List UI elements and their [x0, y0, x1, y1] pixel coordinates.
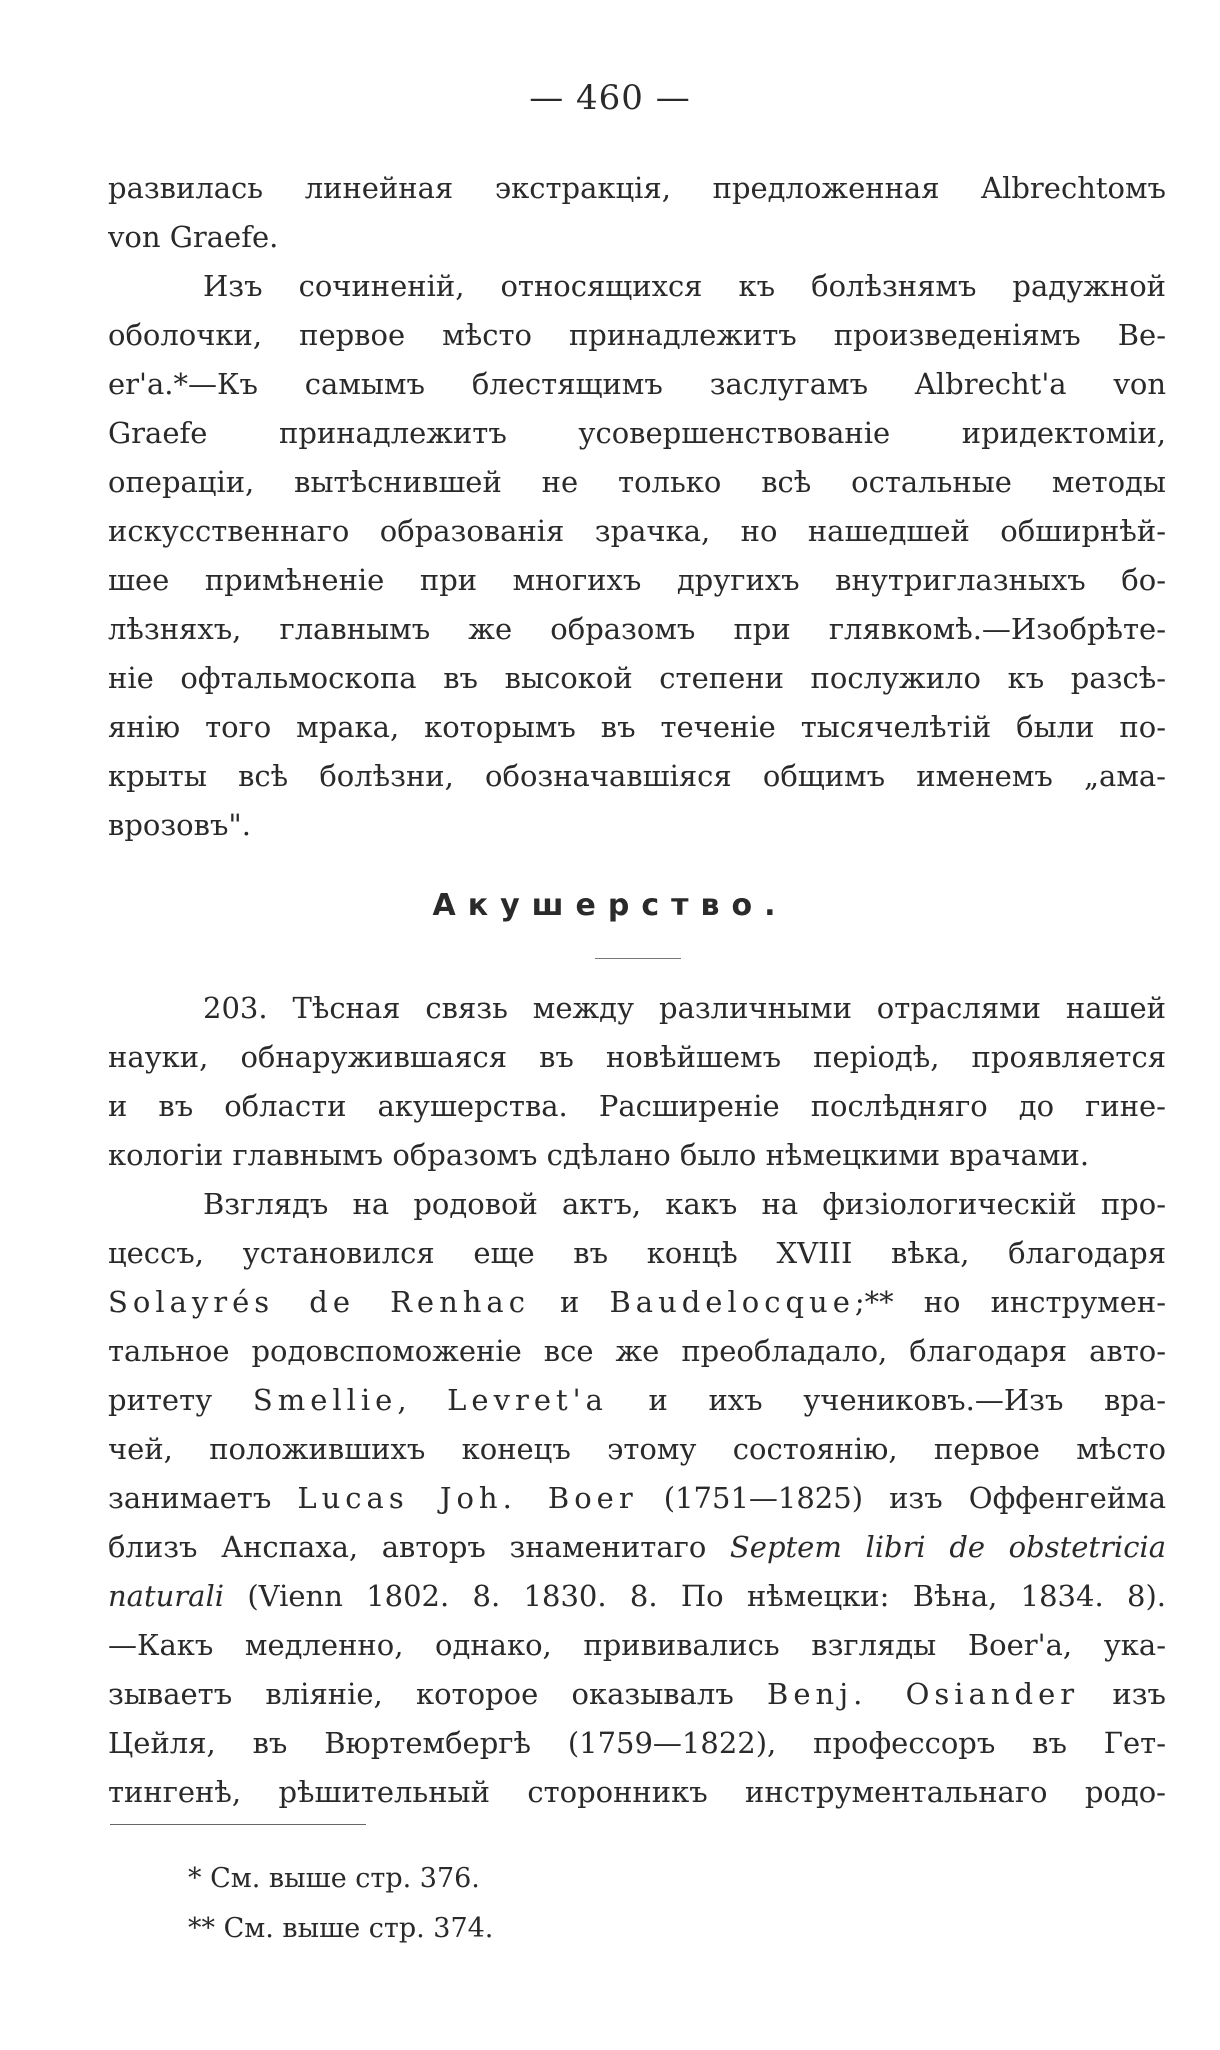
- text-line: кологіи главнымъ образомъ сдѣлано было нѣмецкими врачами.: [108, 1138, 1090, 1172]
- footnotes: [188, 1854, 493, 1954]
- person-name: Lucas Joh. Boer: [297, 1481, 638, 1515]
- text-line: близъ Анспаха, авторъ знаменитаго Septem libri de obstetricia: [108, 1530, 1166, 1564]
- person-name: Levret'a: [447, 1383, 608, 1417]
- text-line: лѣзняхъ, главнымъ же образомъ при глявкомѣ.—Изобрѣте-: [108, 612, 1166, 646]
- text-line: чей, положившихъ конецъ этому состоянію, первое мѣсто: [108, 1432, 1166, 1466]
- text-line: операціи, вытѣснившей не только всѣ остальные методы: [108, 465, 1166, 499]
- text-line: naturali (Vienn 1802. 8. 1830. 8. По нѣмецки: Вѣна, 1834. 8).: [108, 1579, 1166, 1613]
- paragraph-iris-diseases: [108, 262, 1166, 850]
- text-line: науки, обнаружившаяся въ новѣйшемъ періодѣ, проявляется: [108, 1040, 1166, 1074]
- footnote: ** См. выше стр. 374.: [188, 1913, 494, 1944]
- text-line: крыты всѣ болѣзни, обозначавшіяся общимъ именемъ „ама-: [108, 759, 1166, 793]
- page-number: — 460 —: [529, 78, 691, 118]
- text-line: тальное родовспоможеніе все же преобладало, благодаря авто-: [108, 1334, 1166, 1368]
- text-line: занимаетъ Lucas Joh. Boer (1751—1825) изъ Оффенгейма: [108, 1481, 1166, 1515]
- text-line: развилась линейная экстракція, предложенная Albrechtомъ: [108, 171, 1166, 205]
- person-name: Smellie: [252, 1383, 398, 1417]
- text-line: —Какъ медленно, однако, прививались взгляды Boer'a, ука-: [108, 1628, 1166, 1662]
- text-line: Взглядъ на родовой актъ, какъ на физіологическій про-: [203, 1187, 1166, 1221]
- heading-divider: [595, 958, 681, 959]
- paragraph-birth-act: [108, 1180, 1166, 1817]
- text-line: 203. Тѣсная связь между различными отраслями нашей: [203, 991, 1166, 1025]
- text-line: искусственнаго образованія зрачка, но нашедшей обширнѣй-: [108, 514, 1166, 548]
- paragraph-continuation: [108, 164, 1166, 262]
- book-title: naturali: [108, 1579, 224, 1613]
- paragraph-203: [108, 984, 1166, 1180]
- text-line: Graefe принадлежитъ усовершенствованіе иридектоміи,: [108, 416, 1166, 450]
- text-line: цессъ, установился еще въ концѣ XVIII вѣка, благодаря: [108, 1236, 1166, 1270]
- book-title: Septem libri de obstetricia: [729, 1530, 1166, 1564]
- text-line: зываетъ вліяніе, которое оказывалъ Benj. Osiander изъ: [108, 1677, 1166, 1711]
- text-line: тингенѣ, рѣшительный сторонникъ инструментальнаго родо-: [108, 1775, 1166, 1809]
- person-name: Benj. Osiander: [767, 1677, 1080, 1711]
- text-line: врозовъ".: [108, 808, 251, 842]
- text-line: оболочки, первое мѣсто принадлежитъ произведеніямъ Be-: [108, 318, 1166, 352]
- text-line: ритету Smellie, Levret'a и ихъ учениковъ.—Изъ вра-: [108, 1383, 1166, 1417]
- text-line: Solayrés de Renhac и Baudelocque;** но инструмен-: [108, 1285, 1166, 1319]
- section-heading: Акушерство.: [432, 888, 788, 923]
- text-line: янію того мрака, которымъ въ теченіе тысячелѣтій были по-: [108, 710, 1166, 744]
- footnote: * См. выше стр. 376.: [188, 1863, 480, 1894]
- text-line: ніе офтальмоскопа въ высокой степени послужило къ разсѣ-: [108, 661, 1166, 695]
- person-name: Baudelocque: [609, 1285, 855, 1319]
- text-line: Цейля, въ Вюртембергѣ (1759—1822), профессоръ въ Гет-: [108, 1726, 1166, 1760]
- text-line: и въ области акушерства. Расширеніе послѣдняго до гине-: [108, 1089, 1166, 1123]
- footnote-divider: [110, 1824, 366, 1825]
- text-line: шее примѣненіе при многихъ другихъ внутриглазныхъ бо-: [108, 563, 1166, 597]
- text-line: Изъ сочиненій, относящихся къ болѣзнямъ радужной: [203, 269, 1166, 303]
- person-name: Solayrés de Renhac: [108, 1285, 530, 1319]
- text-line: von Graefe.: [108, 220, 279, 254]
- text-line: er'a.*—Къ самымъ блестящимъ заслугамъ Albrecht'a von: [108, 367, 1166, 401]
